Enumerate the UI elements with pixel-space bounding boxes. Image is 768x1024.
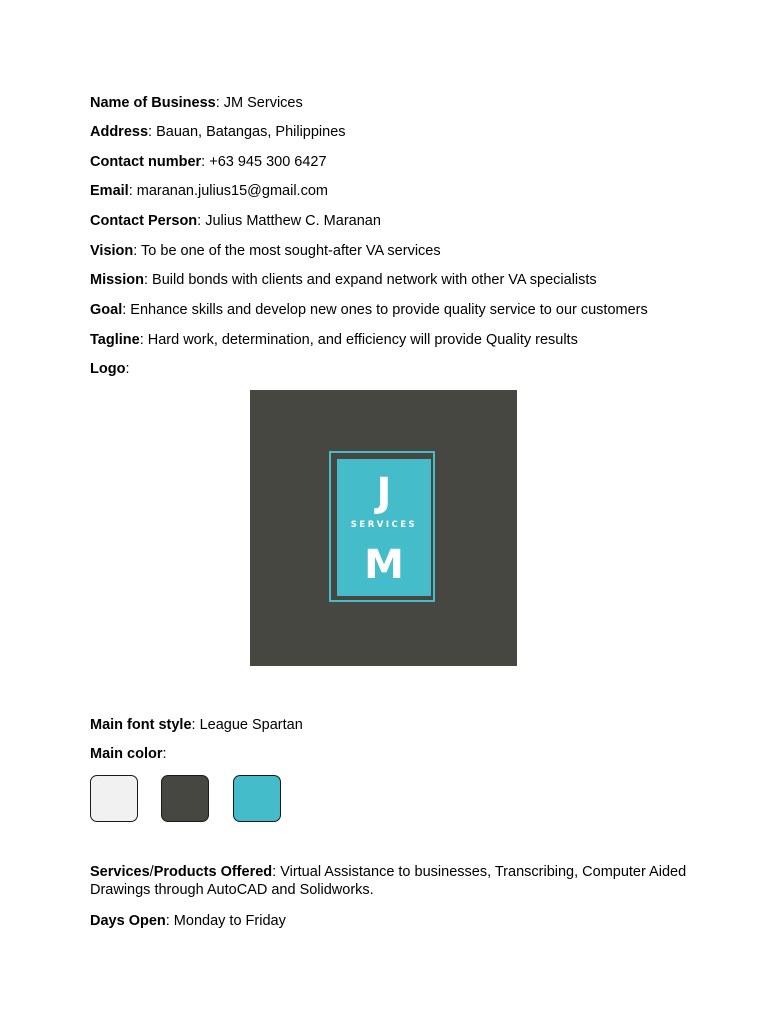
field-value: : Enhance skills and develop new ones to provide quality service to our customers	[122, 302, 648, 318]
field-value: : League Spartan	[191, 717, 303, 733]
field-value: : Bauan, Batangas, Philippines	[148, 124, 346, 140]
field-address	[90, 123, 346, 141]
field-value: : Virtual Assistance to businesses, Transcribing, Computer Aided Drawings through AutoCAD and Solidworks.	[90, 864, 687, 898]
field-value: : Hard work, determination, and efficiency will provide Quality results	[139, 332, 578, 348]
logo-panel	[337, 459, 431, 596]
logo-image	[250, 390, 517, 666]
field-contact-number	[90, 153, 327, 171]
field-value: : maranan.julius15@gmail.com	[128, 183, 328, 199]
field-label-services: Services	[90, 864, 150, 880]
color-swatch-light	[90, 775, 138, 822]
field-label: Days Open	[90, 913, 166, 929]
logo-subtitle: SERVICES	[350, 520, 418, 530]
field-value: : +63 945 300 6427	[201, 154, 327, 170]
field-value: : Monday to Friday	[165, 913, 286, 929]
field-contact-person	[90, 212, 381, 230]
field-goal	[90, 301, 648, 319]
field-value: : To be one of the most sought-after VA services	[133, 243, 441, 259]
field-label: Tagline	[90, 332, 140, 348]
logo-letter-j: J	[376, 470, 392, 516]
field-value: :	[162, 746, 167, 762]
field-email	[90, 182, 328, 200]
field-separator: /	[149, 864, 154, 880]
field-label: Email	[90, 183, 129, 199]
field-label: Main color	[90, 746, 163, 762]
field-value: : Build bonds with clients and expand network with other VA specialists	[143, 272, 597, 288]
field-vision	[90, 242, 441, 260]
field-days-open	[90, 912, 286, 930]
field-label: Mission	[90, 272, 144, 288]
field-label: Address	[90, 124, 149, 140]
field-value: :	[125, 361, 130, 377]
field-logo	[90, 360, 129, 378]
field-label: Name of Business	[90, 95, 216, 111]
field-main-color	[90, 745, 167, 763]
field-label: Contact number	[90, 154, 202, 170]
field-services	[90, 863, 690, 899]
field-font-style	[90, 716, 303, 734]
field-label: Contact Person	[90, 213, 198, 229]
field-label: Logo	[90, 361, 126, 377]
field-mission	[90, 271, 597, 289]
field-value: : Julius Matthew C. Maranan	[197, 213, 381, 229]
field-business-name	[90, 94, 303, 112]
field-label-products: Products Offered	[153, 864, 273, 880]
field-value: : JM Services	[215, 95, 303, 111]
field-label: Main font style	[90, 717, 192, 733]
logo-letter-m: M	[364, 542, 404, 588]
color-swatch-teal	[233, 775, 281, 822]
field-label: Goal	[90, 302, 123, 318]
field-label: Vision	[90, 243, 134, 259]
color-swatch-dark	[161, 775, 209, 822]
field-tagline	[90, 331, 578, 349]
